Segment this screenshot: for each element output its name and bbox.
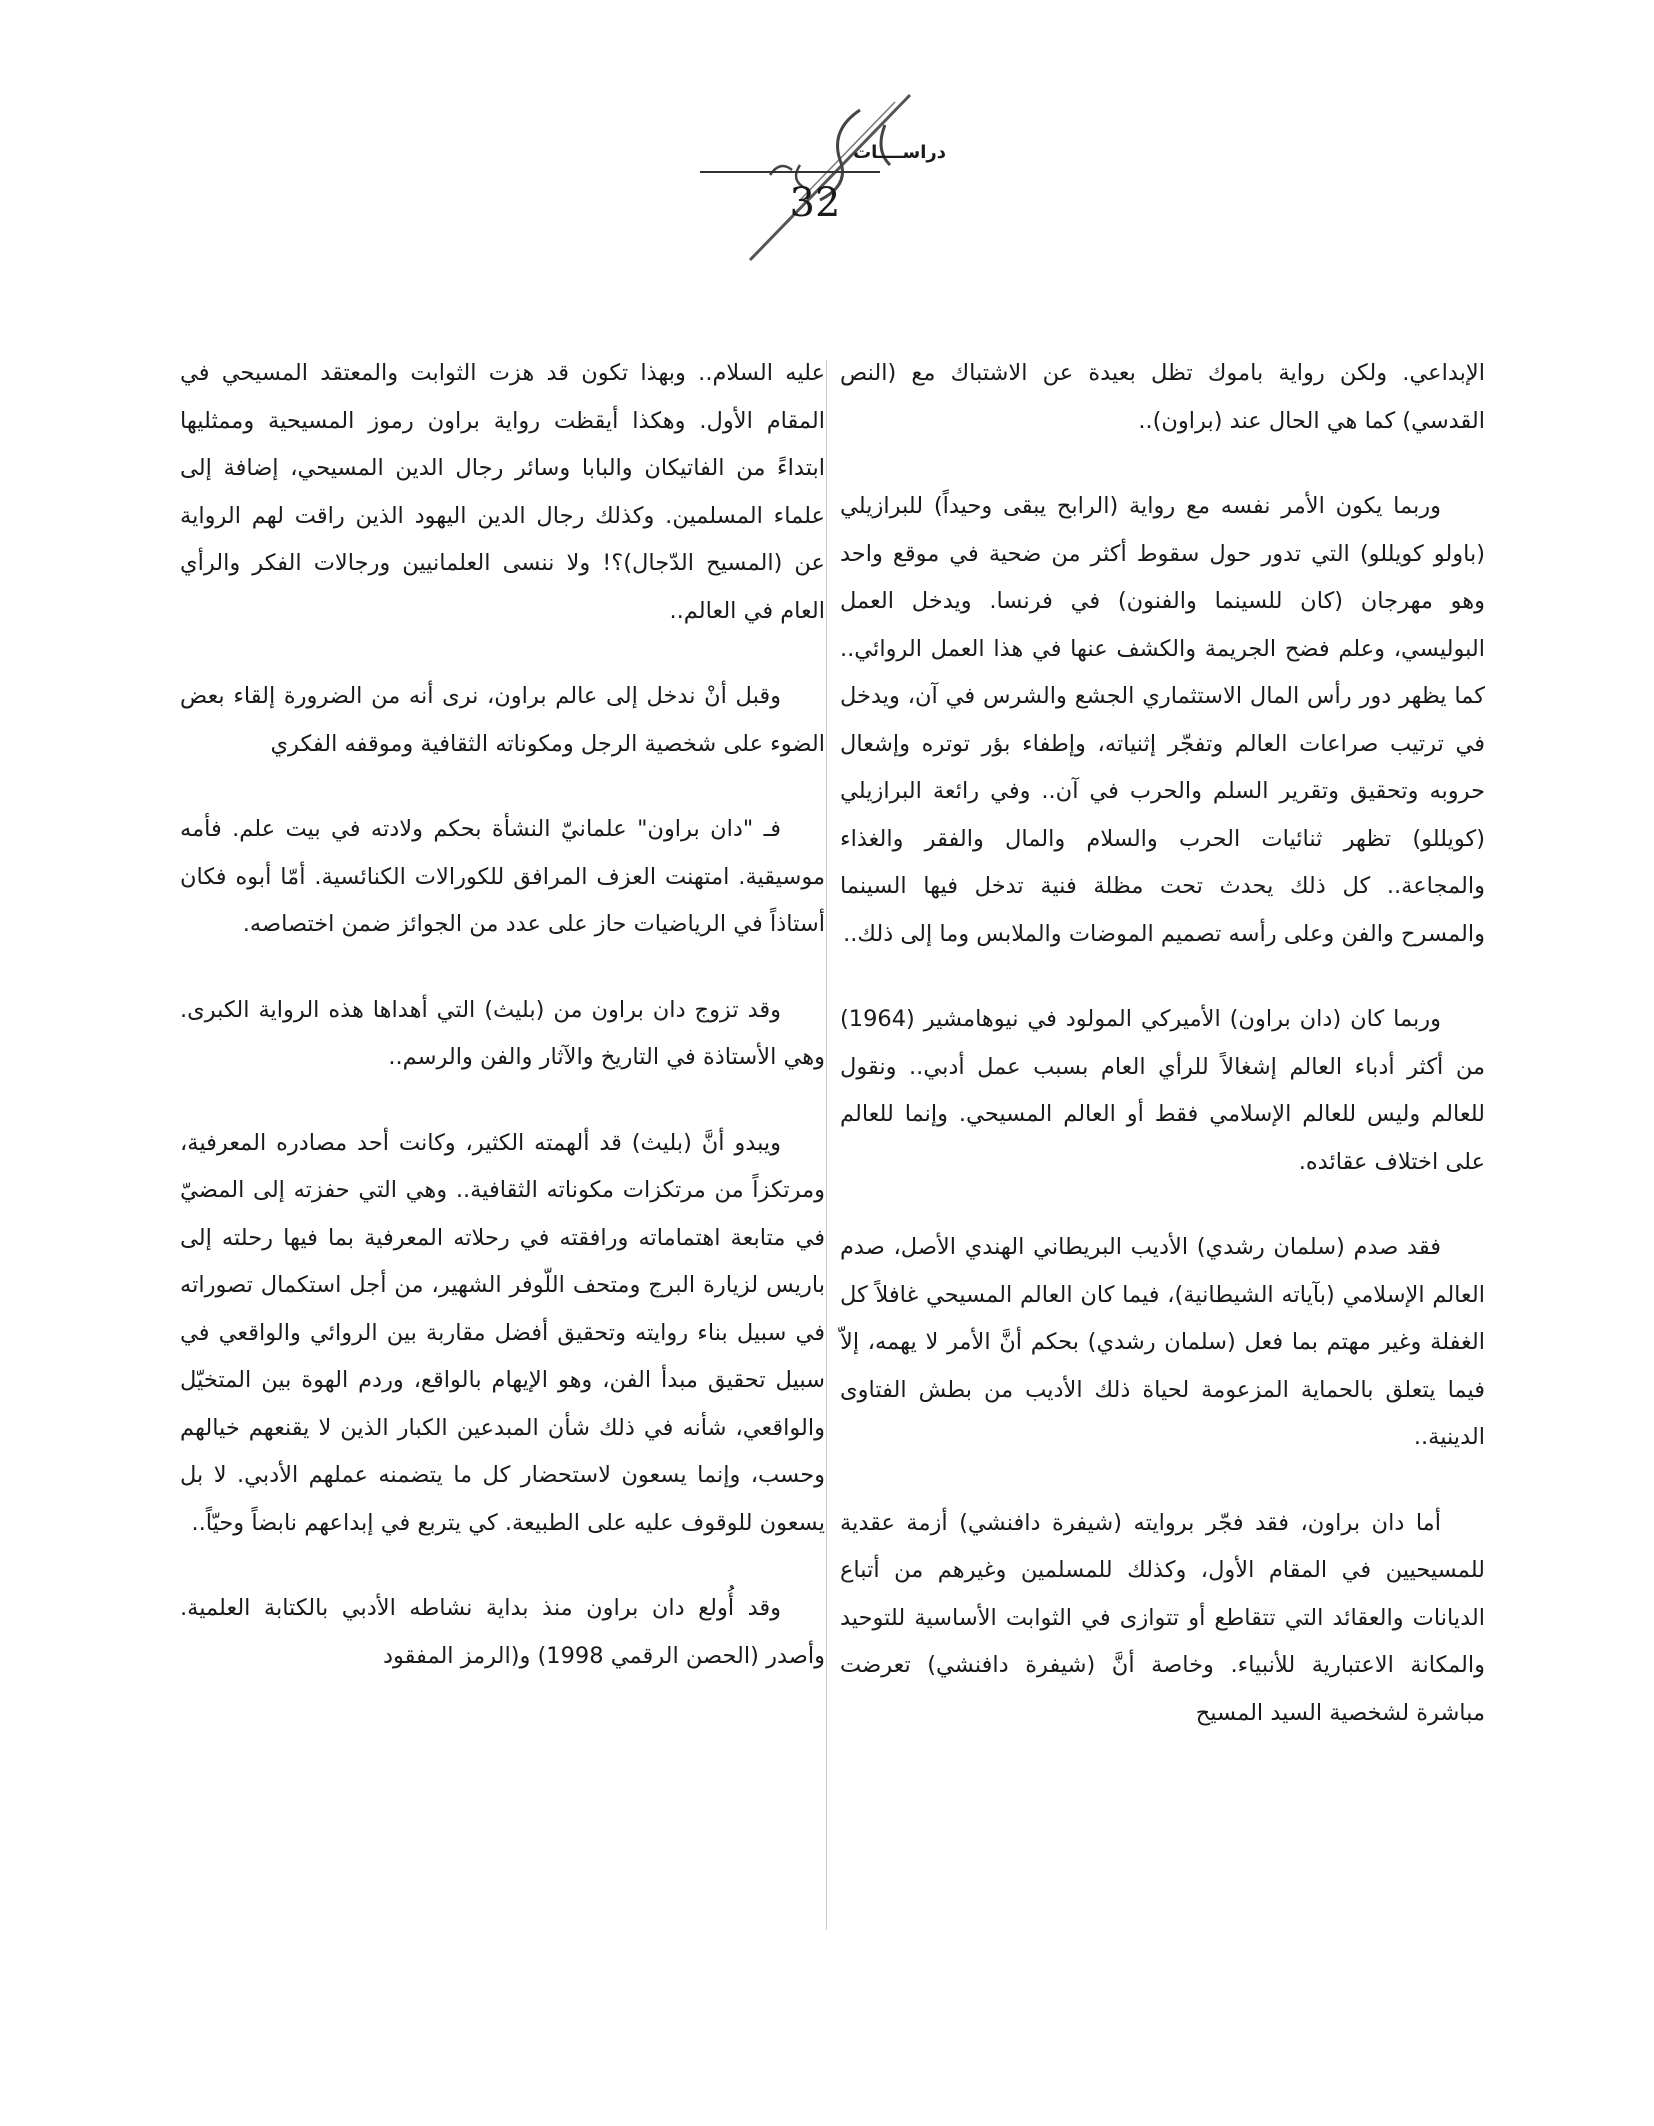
paragraph: أما دان براون، فقد فجّر بروايته (شيفرة دافنشي) أزمة عقدية للمسيحيين في المقام الأول، وكذلك للمسلمين وغيرهم من أتباع الديانات والعقائد التي تتقاطع أو تتوازى في الثوابت الأساسية للتوحيد والمكانة الاعتبارية للأنبياء. وخاصة أنَّ (شيفرة دافنشي) تعرضت مباشرة لشخصية السيد المسيح xyxy=(840,1509,1485,1726)
page-number: 32 xyxy=(789,180,841,226)
paragraph: فقد صدم (سلمان رشدي) الأديب البريطاني الهندي الأصل، صدم العالم الإسلامي (بآياته الشيطانية)، فيما كان العالم المسيحي غافلاً كل الغفلة وغير مهتم بما فعل (سلمان رشدي) بحكم أنَّ الأمر لا يهمه، إلاّ فيما يتعلق بالحماية المزعومة لحياة ذلك الأديب من بطش الفتاوى الدينية.. xyxy=(840,1234,1485,1450)
section-label: دراســــات xyxy=(853,142,946,163)
paragraph: وقد تزوج دان براون من (بليث) التي أهداها هذه الرواية الكبرى. وهي الأستاذة في التاريخ والآثار والفن والرسم.. xyxy=(180,996,825,1070)
paragraph: وقد أُولع دان براون منذ بداية نشاطه الأدبي بالكتابة العلمية. وأصدر (الحصن الرقمي 1998) و(الرمز المفقود xyxy=(180,1595,825,1669)
paragraph: ويبدو أنَّ (بليث) قد ألهمته الكثير، وكانت أحد مصادره المعرفية، ومرتكزاً من مرتكزات مكوناته الثقافية.. وهي التي حفزته إلى المضيّ في متابعة اهتماماته ورافقته في رحلاته المعرفية بما فيها رحلته إلى باريس لزيارة البرج ومتحف اللّوفر الشهير، من أجل استكمال تصوراته في سبيل بناء روايته وتحقيق أفضل مقاربة بين الروائي والواقعي في سبيل تحقيق مبدأ الفن، وهو الإيهام بالواقع، وردم الهوة بين المتخيّل والواقعي، شأنه في ذلك شأن المبدعين الكبار الذين لا يقنعهم خيالهم وحسب، وإنما يسعون لاستحضار كل ما يتضمنه عملهم الأدبي. لا بل يسعون للوقوف عليه على الطبيعة. كي يتربع في إبداعهم نابضاً وحيّاً.. xyxy=(180,1129,825,1536)
paragraph: الإبداعي. ولكن رواية باموك تظل بعيدة عن الاشتباك مع (النص القدسي) كما هي الحال عند (براون).. xyxy=(840,360,1485,434)
page-header xyxy=(0,0,1654,260)
paragraph: وقبل أنْ ندخل إلى عالم براون، نرى أنه من الضرورة إلقاء بعض الضوء على شخصية الرجل ومكوناته الثقافية وموقفه الفكري xyxy=(180,683,825,757)
paragraph: وربما كان (دان براون) الأميركي المولود في نيوهامشير (1964) من أكثر أدباء العالم إشغالاً للرأي العام بسبب عمل أدبي.. ونقول للعالم وليس للعالم الإسلامي فقط أو العالم المسيحي. وإنما للعالم على اختلاف عقائده. xyxy=(840,1006,1485,1175)
article-column-left xyxy=(180,350,825,1718)
column-divider xyxy=(826,360,827,1930)
paragraph: وربما يكون الأمر نفسه مع رواية (الرابح يبقى وحيداً) للبرازيلي (باولو كويللو) التي تدور حول سقوط أكثر من ضحية في موقع واحد وهو مهرجان (كان للسينما والفنون) في فرنسا. ويدخل العمل البوليسي، وعلم فضح الجريمة والكشف عنها في هذا العمل الروائي.. كما يظهر دور رأس المال الاستثماري الجشع والشرس في آن، ويدخل في ترتيب صراعات العالم وتفجّر إثنياته، وإطفاء بؤر توتره وإشعال حروبه وتحقيق وتقرير السلم والحرب في آن.. وفي رائعة البرازيلي (كويللو) تظهر ثنائيات الحرب والسلام والمال والفقر والغذاء والمجاعة.. كل ذلك يحدث تحت مظلة فنية تدخل فيها السينما والمسرح والفن وعلى رأسه تصميم الموضات والملابس وما إلى ذلك.. xyxy=(840,493,1485,947)
paragraph: عليه السلام.. وبهذا تكون قد هزت الثوابت والمعتقد المسيحي في المقام الأول. وهكذا أيقظت رواية براون رموز المسيحية وممثليها ابتداءً من الفاتيكان والبابا وسائر رجال الدين المسيحي، إضافة إلى علماء المسلمين. وكذلك رجال الدين اليهود الذين راقت لهم الرواية عن (المسيح الدّجال)؟! ولا ننسى العلمانيين ورجالات الفكر والرأي العام في العالم.. xyxy=(180,360,825,624)
paragraph: فـ "دان براون" علمانيّ النشأة بحكم ولادته في بيت علم. فأمه موسيقية. امتهنت العزف المرافق للكورالات الكنائسية. أمّا أبوه فكان أستاذاً في الرياضيات حاز على عدد من الجوائز ضمن اختصاصه. xyxy=(180,816,825,937)
article-column-right xyxy=(840,350,1485,1775)
